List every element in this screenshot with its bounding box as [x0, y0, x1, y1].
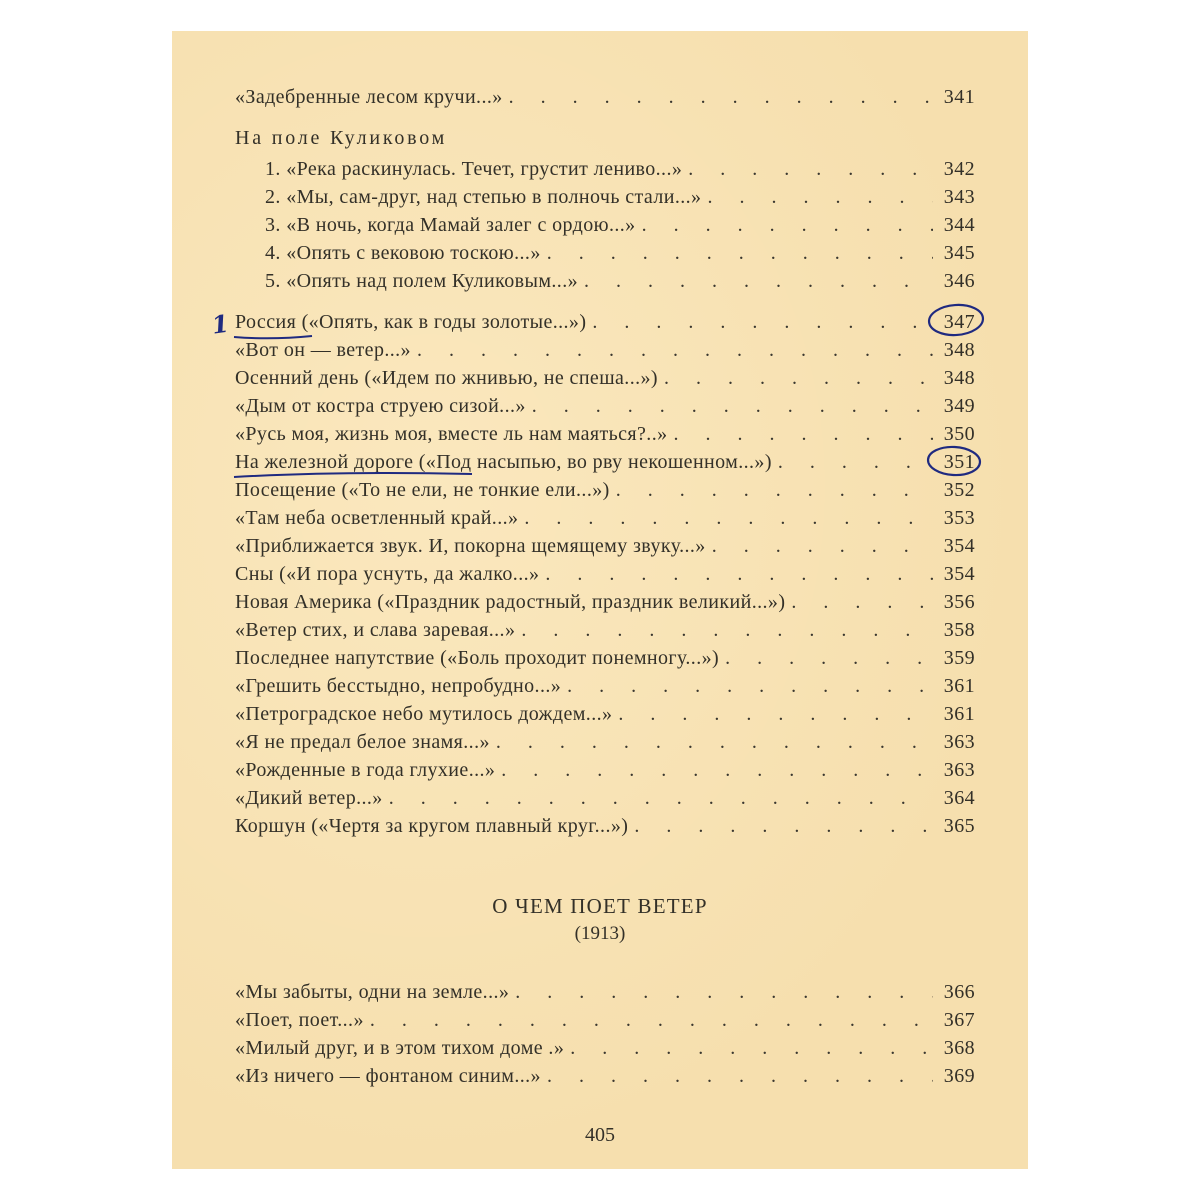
- leader-dots: [496, 731, 933, 754]
- toc-entry: [235, 703, 975, 729]
- leader-dots: [567, 675, 933, 698]
- entry-title: Новая Америка («Праздник радостный, праздник великий...»): [235, 591, 786, 613]
- toc-entry: [235, 591, 975, 617]
- toc-entry: [235, 815, 975, 841]
- entry-title: «Вот он — ветер...»: [235, 339, 411, 361]
- entry-page: 361: [943, 675, 975, 697]
- toc-entry: [265, 158, 975, 184]
- toc-entry: [235, 647, 975, 673]
- leader-dots: [642, 214, 933, 237]
- entry-page: 341: [943, 86, 975, 108]
- margin-mark: 1: [209, 308, 231, 340]
- toc-entry: [235, 675, 975, 701]
- entry-title: «Приближается звук. И, покорна щемящему звуку...»: [235, 535, 706, 557]
- entry-page: 363: [943, 731, 975, 753]
- page-number: 405: [585, 1124, 615, 1146]
- entry-title: 1. «Река раскинулась. Течет, грустит лениво...»: [265, 158, 683, 180]
- entry-title: На железной дороге («Под насыпью, во рву некошенном...»): [235, 451, 772, 473]
- toc-entry: [235, 1037, 975, 1063]
- toc-entry: [235, 563, 975, 589]
- toc-entry: [235, 1065, 975, 1091]
- entry-page: 344: [943, 214, 975, 236]
- leader-dots: [570, 1037, 933, 1060]
- entry-title: 3. «В ночь, когда Мамай залег с ордою...»: [265, 214, 636, 236]
- entry-page: 342: [943, 158, 975, 180]
- toc-entry: [265, 270, 975, 296]
- entry-title: «Я не предал белое знамя...»: [235, 731, 490, 753]
- leader-dots: [592, 311, 933, 334]
- leader-dots: [791, 591, 933, 614]
- entry-page: 348: [943, 339, 975, 361]
- leader-dots: [634, 815, 933, 838]
- toc-entry: [235, 339, 975, 365]
- entry-page: 346: [943, 270, 975, 292]
- entry-page: 367: [943, 1009, 975, 1031]
- toc-entry: [235, 1009, 975, 1035]
- entry-page: 358: [943, 619, 975, 641]
- leader-dots: [712, 535, 933, 558]
- entry-title: «Грешить бесстыдно, непробудно...»: [235, 675, 562, 697]
- toc-entry: [235, 759, 975, 785]
- entry-page: 359: [943, 647, 975, 669]
- toc-entry: [235, 981, 975, 1007]
- toc-entry: [235, 367, 975, 393]
- toc-entry: [235, 787, 975, 813]
- entry-title: Россия («Опять, как в годы золотые...»): [235, 311, 587, 333]
- leader-dots: [389, 787, 933, 810]
- entry-page: 347: [943, 311, 975, 333]
- entry-title: «Милый друг, и в этом тихом доме .»: [235, 1037, 565, 1059]
- leader-dots: [664, 367, 933, 390]
- entry-page: 349: [943, 395, 975, 417]
- entry-page: 356: [943, 591, 975, 613]
- entry-page: 361: [943, 703, 975, 725]
- entry-title: 5. «Опять над полем Куликовым...»: [265, 270, 578, 292]
- entry-title: Коршун («Чертя за кругом плавный круг...»): [235, 815, 629, 837]
- leader-dots: [707, 186, 933, 209]
- toc-entry: [235, 311, 975, 337]
- entry-title: «Дым от костра струею сизой...»: [235, 395, 526, 417]
- entry-page: 368: [943, 1037, 975, 1059]
- toc-entry: [235, 451, 975, 477]
- leader-dots: [370, 1009, 933, 1032]
- entry-page: 348: [943, 367, 975, 389]
- entry-page: 364: [943, 787, 975, 809]
- entry-title: Посещение («То не ели, не тонкие ели...»): [235, 479, 610, 501]
- entry-page: 345: [943, 242, 975, 264]
- leader-dots: [688, 158, 933, 181]
- toc-entry: [235, 86, 975, 112]
- entry-title: «Мы забыты, одни на земле...»: [235, 981, 510, 1003]
- leader-dots: [501, 759, 933, 782]
- entry-title: Последнее напутствие («Боль проходит понемногу...»): [235, 647, 720, 669]
- entry-page: 354: [943, 535, 975, 557]
- leader-dots: [515, 981, 933, 1004]
- leader-dots: [725, 647, 933, 670]
- section-title: О ЧЕМ ПОЕТ ВЕТЕР: [492, 894, 708, 918]
- entry-page: 351: [943, 451, 975, 473]
- entry-page: 366: [943, 981, 975, 1003]
- entry-page: 353: [943, 507, 975, 529]
- leader-dots: [616, 479, 933, 502]
- toc-entry: [235, 395, 975, 421]
- leader-dots: [509, 86, 933, 109]
- toc-entry: [235, 423, 975, 449]
- entry-title: «Из ничего — фонтаном синим...»: [235, 1065, 541, 1087]
- entry-page: 369: [943, 1065, 975, 1087]
- leader-dots: [674, 423, 934, 446]
- book-page: [172, 31, 1028, 1169]
- entry-page: 352: [943, 479, 975, 501]
- entry-title: «Ветер стих, и слава заревая...»: [235, 619, 516, 641]
- entry-title: Осенний день («Идем по жнивью, не спеша...»): [235, 367, 658, 389]
- leader-dots: [417, 339, 933, 362]
- toc-entry: [235, 619, 975, 645]
- leader-dots: [545, 563, 933, 586]
- leader-dots: [521, 619, 933, 642]
- entry-title: «Задебренные лесом кручи...»: [235, 86, 503, 108]
- toc-entry: [235, 479, 975, 505]
- entry-page: 354: [943, 563, 975, 585]
- entry-page: 350: [943, 423, 975, 445]
- toc-entry: [235, 731, 975, 757]
- entry-title: «Поет, поет...»: [235, 1009, 364, 1031]
- leader-dots: [532, 395, 933, 418]
- leader-dots: [547, 1065, 933, 1088]
- toc-entry: [265, 186, 975, 212]
- entry-page: 365: [943, 815, 975, 837]
- entry-title: 4. «Опять с вековою тоскою...»: [265, 242, 541, 264]
- entry-title: «Дикий ветер...»: [235, 787, 383, 809]
- entry-title: «Рожденные в года глухие...»: [235, 759, 496, 781]
- leader-dots: [584, 270, 933, 293]
- toc-entry: [235, 507, 975, 533]
- entry-title: «Там неба осветленный край...»: [235, 507, 519, 529]
- leader-dots: [778, 451, 933, 474]
- entry-title: «Русь моя, жизнь моя, вместе ль нам маяться?..»: [235, 423, 668, 445]
- entry-title: «Петроградское небо мутилось дождем...»: [235, 703, 613, 725]
- entry-title: 2. «Мы, сам-друг, над степью в полночь стали...»: [265, 186, 702, 208]
- section-year: (1913): [574, 923, 626, 944]
- leader-dots: [524, 507, 933, 530]
- leader-dots: [618, 703, 933, 726]
- entry-page: 343: [943, 186, 975, 208]
- subsection-heading: На поле Куликовом: [235, 127, 448, 149]
- toc-entry: [235, 535, 975, 561]
- toc-entry: [265, 242, 975, 268]
- toc-entry: [265, 214, 975, 240]
- leader-dots: [547, 242, 933, 265]
- entry-page: 363: [943, 759, 975, 781]
- entry-title: Сны («И пора уснуть, да жалко...»: [235, 563, 540, 585]
